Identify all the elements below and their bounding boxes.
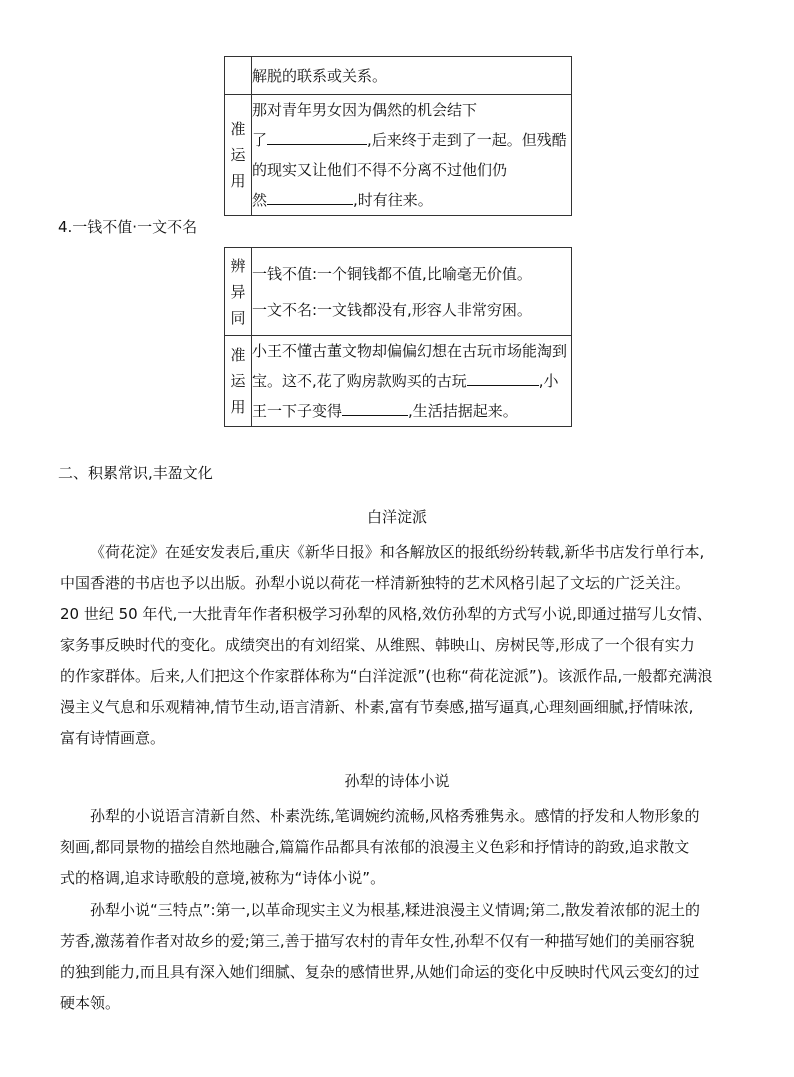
usage-table-1 (224, 56, 572, 216)
usage-text: ,时有往来。 (353, 191, 433, 209)
usage-label-char: 准 (230, 120, 246, 138)
usage-label-char: 用 (230, 398, 246, 416)
paragraph-line: 式的格调,追求诗歌般的意境,被称为“诗体小说”。 (60, 869, 386, 887)
usage-text: 宝。这不,花了购房款购买的古玩 (252, 372, 467, 390)
fill-blank[interactable] (467, 369, 539, 386)
paragraph-line: 的作家群体。后来,人们把这个作家群体称为“白洋淀派”(也称“荷花淀派”)。该派作品,一般都充满浪 (60, 667, 713, 685)
article-heading-baiyang: 白洋淀派 (366, 508, 427, 526)
usage-line (252, 336, 571, 366)
fill-blank[interactable] (267, 128, 367, 145)
usage-label-char: 运 (230, 146, 246, 164)
paragraph-line: 孙犁小说“三特点”:第一,以革命现实主义为根基,糅进浪漫主义情调;第二,散发着浓郁的泥土的 (90, 901, 700, 919)
paragraph-line: 富有诗情画意。 (60, 729, 166, 747)
usage-text: 的现实又让他们不得不分离不过他们仍 (252, 161, 508, 179)
distinguish-label-char: 同 (230, 308, 246, 327)
usage-text: ,后来终于走到了一起。但残酷 (367, 131, 567, 149)
paragraph-line: 刻画,都同景物的描绘自然地融合,篇篇作品都具有浓郁的浪漫主义色彩和抒情诗的韵致,追求散文 (60, 838, 690, 856)
usage-text: ,小 (538, 372, 559, 390)
usage-line (252, 185, 571, 215)
paragraph-line: 孙犁的小说语言清新自然、朴素洗练,笔调婉约流畅,风格秀雅隽永。感情的抒发和人物形象的 (90, 807, 700, 825)
paragraph-line: 《荷花淀》在延安发表后,重庆《新华日报》和各解放区的报纸纷纷转载,新华书店发行单行本, (90, 543, 705, 561)
usage-label-char: 准 (230, 346, 246, 364)
usage-text: 了 (252, 131, 268, 149)
usage-text: ,生活拮据起来。 (408, 402, 518, 420)
item-4-title: 4.一钱不值·一文不名 (58, 218, 198, 236)
article-heading-shiti: 孙犁的诗体小说 (344, 772, 450, 790)
usage-line (252, 366, 571, 396)
usage-line (252, 95, 571, 125)
distinguish-label-cell (225, 248, 252, 336)
paragraph-line: 的独到能力,而且具有深入她们细腻、复杂的感情世界,从她们命运的变化中反映时代风云变幻的过 (60, 963, 700, 981)
usage-label-char: 运 (230, 372, 246, 390)
empty-label-cell (225, 57, 252, 95)
definition-line: 一钱不值:一个铜钱都不值,比喻毫无价值。 (252, 264, 532, 283)
usage-text: 王一下子变得 (252, 402, 343, 420)
fill-blank[interactable] (267, 188, 353, 205)
paragraph-line: 20 世纪 50 年代,一大批青年作者积极学习孙犁的风格,效仿孙犁的方式写小说,即通过描写儿女情、 (60, 605, 712, 623)
usage-cell (252, 336, 572, 427)
definition-cell (252, 57, 572, 95)
fill-blank[interactable] (342, 399, 408, 416)
section-heading: 二、积累常识,丰盈文化 (58, 464, 213, 482)
paragraph-line: 家务事反映时代的变化。成绩突出的有刘绍棠、从维熙、韩映山、房树民等,形成了一个很有实力 (60, 636, 695, 654)
paragraph-baiyang (60, 537, 740, 754)
usage-label-cell (225, 336, 252, 427)
usage-label-cell (225, 95, 252, 216)
paragraph-three-features (60, 895, 740, 1019)
paragraph-shiti (60, 801, 740, 894)
usage-line (252, 155, 571, 185)
definition-line: 一文不名:一文钱都没有,形容人非常穷困。 (252, 300, 532, 319)
paragraph-line: 硬本领。 (60, 994, 121, 1012)
usage-text: 小王不懂古董文物却偏偏幻想在古玩市场能淘到 (252, 342, 568, 360)
usage-line (252, 125, 571, 155)
distinguish-label-char: 辨 (230, 256, 246, 275)
distinguish-label-char: 异 (230, 282, 246, 301)
definition-text: 解脱的联系或关系。 (252, 66, 388, 85)
paragraph-line: 芳香,激荡着作者对故乡的爱;第三,善于描写农村的青年女性,孙犁不仅有一种描写她们的美丽容貌 (60, 932, 695, 950)
usage-text: 那对青年男女因为偶然的机会结下 (252, 101, 478, 119)
usage-line (252, 396, 571, 426)
paragraph-line: 中国香港的书店也予以出版。孙犁小说以荷花一样清新独特的艺术风格引起了文坛的广泛关注。 (60, 574, 691, 592)
usage-text: 然 (252, 191, 268, 209)
paragraph-line: 漫主义气息和乐观精神,情节生动,语言清新、朴素,富有节奏感,描写逼真,心理刻画细腻,抒情味浓, (60, 698, 694, 716)
usage-label-char: 用 (230, 172, 246, 190)
usage-cell (252, 95, 572, 216)
distinguish-cell (252, 248, 572, 336)
usage-table-2 (224, 247, 572, 427)
